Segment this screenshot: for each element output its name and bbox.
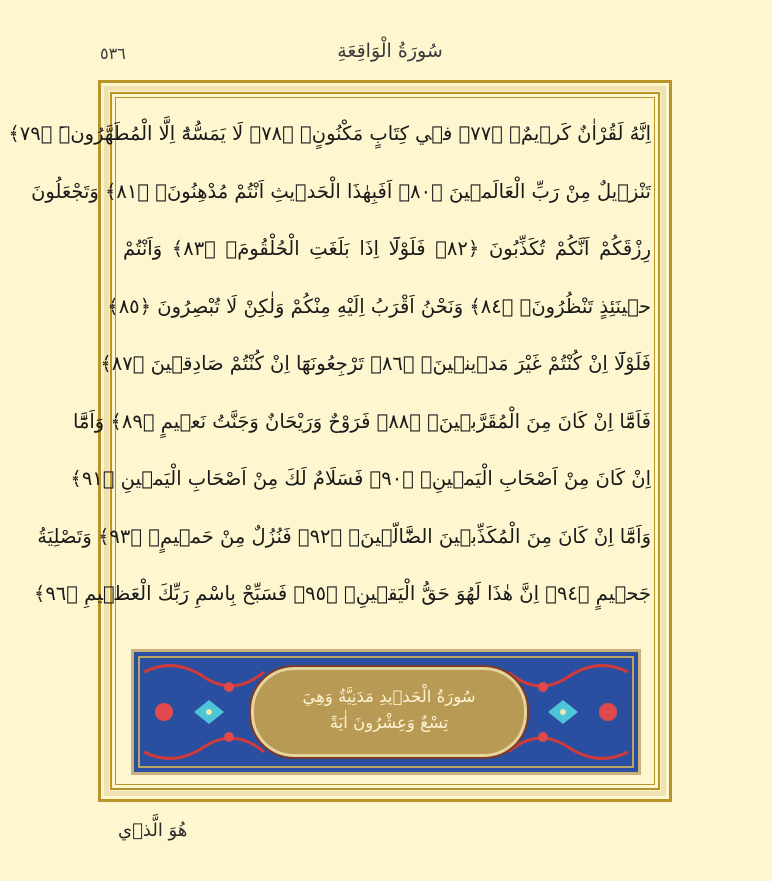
surah-info-line-1: سُورَةُ الْحَد۪يدِ مَدَنِيَّةٌ وَهِيَ	[302, 687, 476, 706]
verse-line-3: رِزْقَكُمْ اَنَّكُمْ تُكَذِّبُونَ ﴿٨٢﴾ فَلَوْلَٓا اِذَا بَلَغَتِ الْحُلْقُومَۙ ﴿٨٣﴾ وَاَنْتُمْ	[123, 237, 651, 260]
surah-title: سُورَةُ الْوَاقِعَةِ	[337, 40, 443, 62]
verse-line-2: تَنْز۪يلٌ مِنْ رَبِّ الْعَالَم۪ينَ ﴿٨٠﴾ اَفَبِهٰذَا الْحَد۪يثِ اَنْتُمْ مُدْهِنُونَۙ ﴿٨١﴾ وَتَجْعَلُونَ	[31, 179, 651, 203]
surah-info-line-2: تِسْعٌ وَعِشْرُونَ اٰيَةً	[329, 713, 449, 732]
page-frame	[8, 80, 672, 802]
catchword: هُوَ الَّذ۪ي	[118, 820, 188, 841]
verse-line-1: اِنَّهُ لَقُرْاٰنٌ كَر۪يمٌۙ ﴿٧٧﴾ ف۪ي كِتَابٍ مَكْنُونٍۙ ﴿٧٨﴾ لَا يَمَسُّهُٓ اِلَّا الْمُطَهَّرُونَۜ ﴿٧٩﴾	[8, 122, 651, 145]
page-number: ٥٣٦	[100, 44, 126, 63]
verse-line-8: وَاَمَّٓا اِنْ كَانَ مِنَ الْمُكَذِّب۪ينَ الضَّٓالّ۪ينَۙ ﴿٩٢﴾ فَنُزُلٌ مِنْ حَم۪يمٍۙ ﴿٩٣﴾ وَتَصْلِيَةُ	[37, 524, 651, 548]
verse-line-4: ح۪ينَئِذٍ تَنْظُرُونَۙ ﴿٨٤﴾ وَنَحْنُ اَقْرَبُ اِلَيْهِ مِنْكُمْ وَلٰكِنْ لَا تُبْصِرُونَ ﴿٨٥﴾	[107, 294, 651, 318]
verse-line-6: فَاَمَّٓا اِنْ كَانَ مِنَ الْمُقَرَّب۪ينَۙ ﴿٨٨﴾ فَرَوْحٌ وَرَيْحَانٌ وَجَنَّتُ نَع۪يمٍ ﴿٨٩﴾ وَاَمَّٓا	[73, 409, 651, 433]
verse-line-5: فَلَوْلَٓا اِنْ كُنْتُمْ غَيْرَ مَد۪ين۪ينَۙ ﴿٨٦﴾ تَرْجِعُونَهَٓا اِنْ كُنْتُمْ صَادِق۪ينَ ﴿٨٧﴾	[100, 352, 651, 375]
verse-line-7: اِنْ كَانَ مِنْ اَصْحَابِ الْيَم۪ينِۙ ﴿٩٠﴾ فَسَلَامٌ لَكَ مِنْ اَصْحَابِ الْيَم۪ينِ ﴿٩١﴾	[70, 467, 651, 490]
surah-info-cartouche	[254, 670, 524, 754]
verse-text-area	[8, 105, 651, 625]
verse-line-9: جَح۪يمٍ ﴿٩٤﴾ اِنَّ هٰذَا لَهُوَ حَقُّ الْيَق۪ينِۚ ﴿٩٥﴾ فَسَبِّحْ بِاسْمِ رَبِّكَ الْعَظ۪يمِ ﴿٩٦﴾	[33, 582, 651, 605]
surah-header-banner	[131, 649, 641, 775]
